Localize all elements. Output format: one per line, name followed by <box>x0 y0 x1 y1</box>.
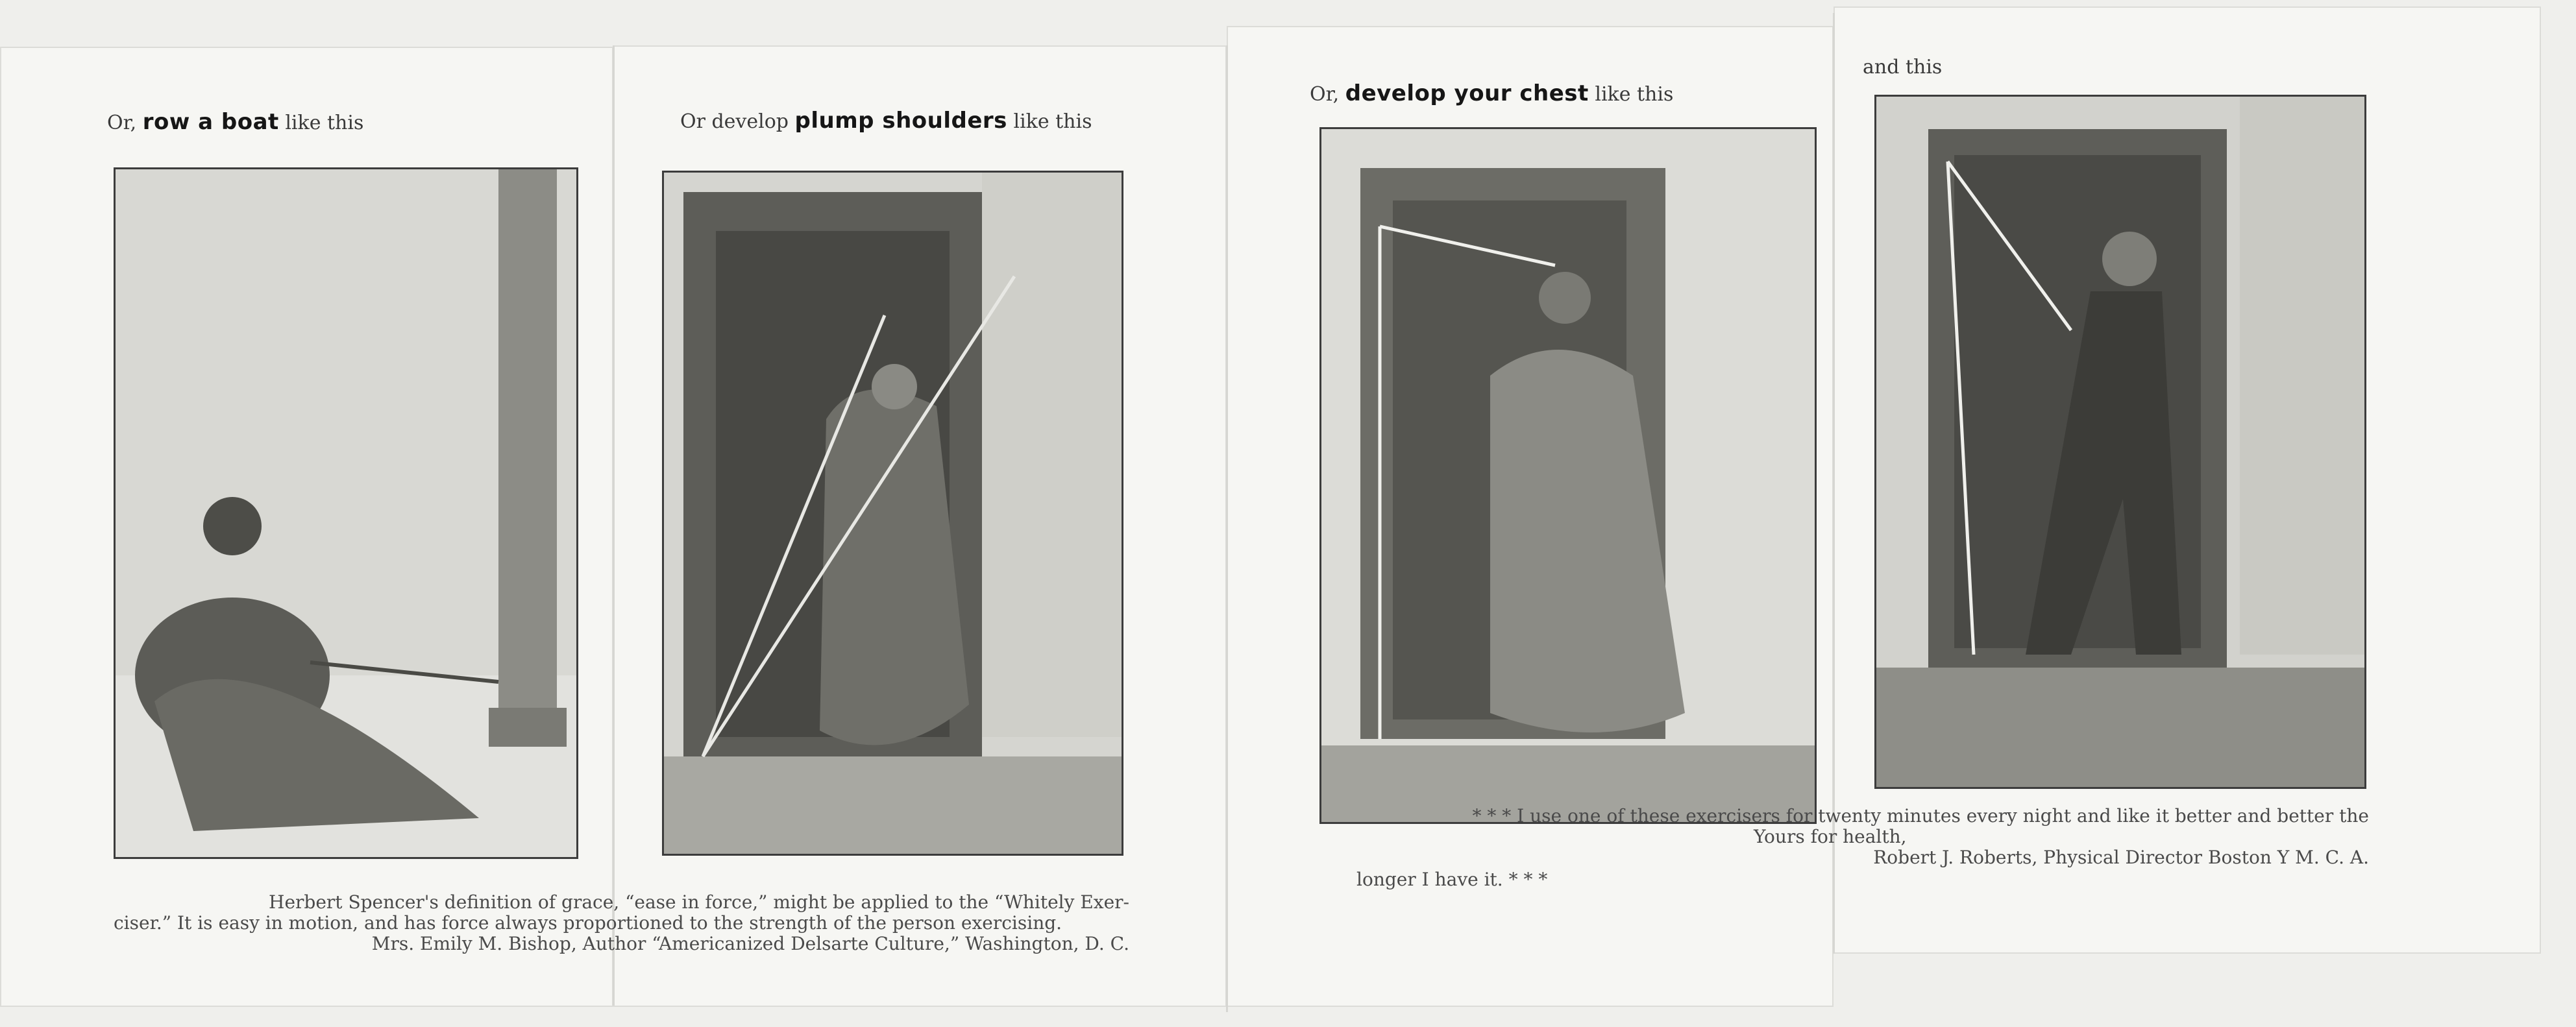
photo-plump-shoulders <box>662 171 1123 856</box>
quote-right-line1: * * * I use one of these exercisers for twenty minutes every night and like it better and better the <box>1472 805 2369 827</box>
quote-left-attribution: Mrs. Emily M. Bishop, Author “Americanized Delsarte Culture,” Washington, D. C. <box>371 933 1129 954</box>
fold-line <box>613 45 615 1006</box>
caption-plump-shoulders: Or develop plump shoulders like this <box>680 108 1092 134</box>
photo-and-this <box>1874 95 2366 789</box>
quote-left-line1: Herbert Spencer's definition of grace, “ease in force,” might be applied to the “Whitely Exer- <box>269 891 1129 913</box>
quote-right-attribution: Robert J. Roberts, Physical Director Boston Y M. C. A. <box>1873 847 2369 868</box>
quote-left <box>114 892 1129 954</box>
quote-right-closing: Yours for health, <box>1754 826 1907 847</box>
photo-row-a-boat <box>114 167 578 859</box>
quote-left-line2: ciser.” It is easy in motion, and has force always proportioned to the strength of the person exercising. <box>114 912 1062 934</box>
quote-right-line2: longer I have it. * * * <box>1356 869 1548 890</box>
quote-right <box>1356 806 2369 868</box>
caption-and-this: and this <box>1863 56 1943 79</box>
caption-row-a-boat: Or, row a boat like this <box>107 109 364 135</box>
fold-line <box>1226 45 1228 1012</box>
photo-develop-chest <box>1319 127 1817 824</box>
caption-develop-chest: Or, develop your chest like this <box>1310 80 1674 106</box>
